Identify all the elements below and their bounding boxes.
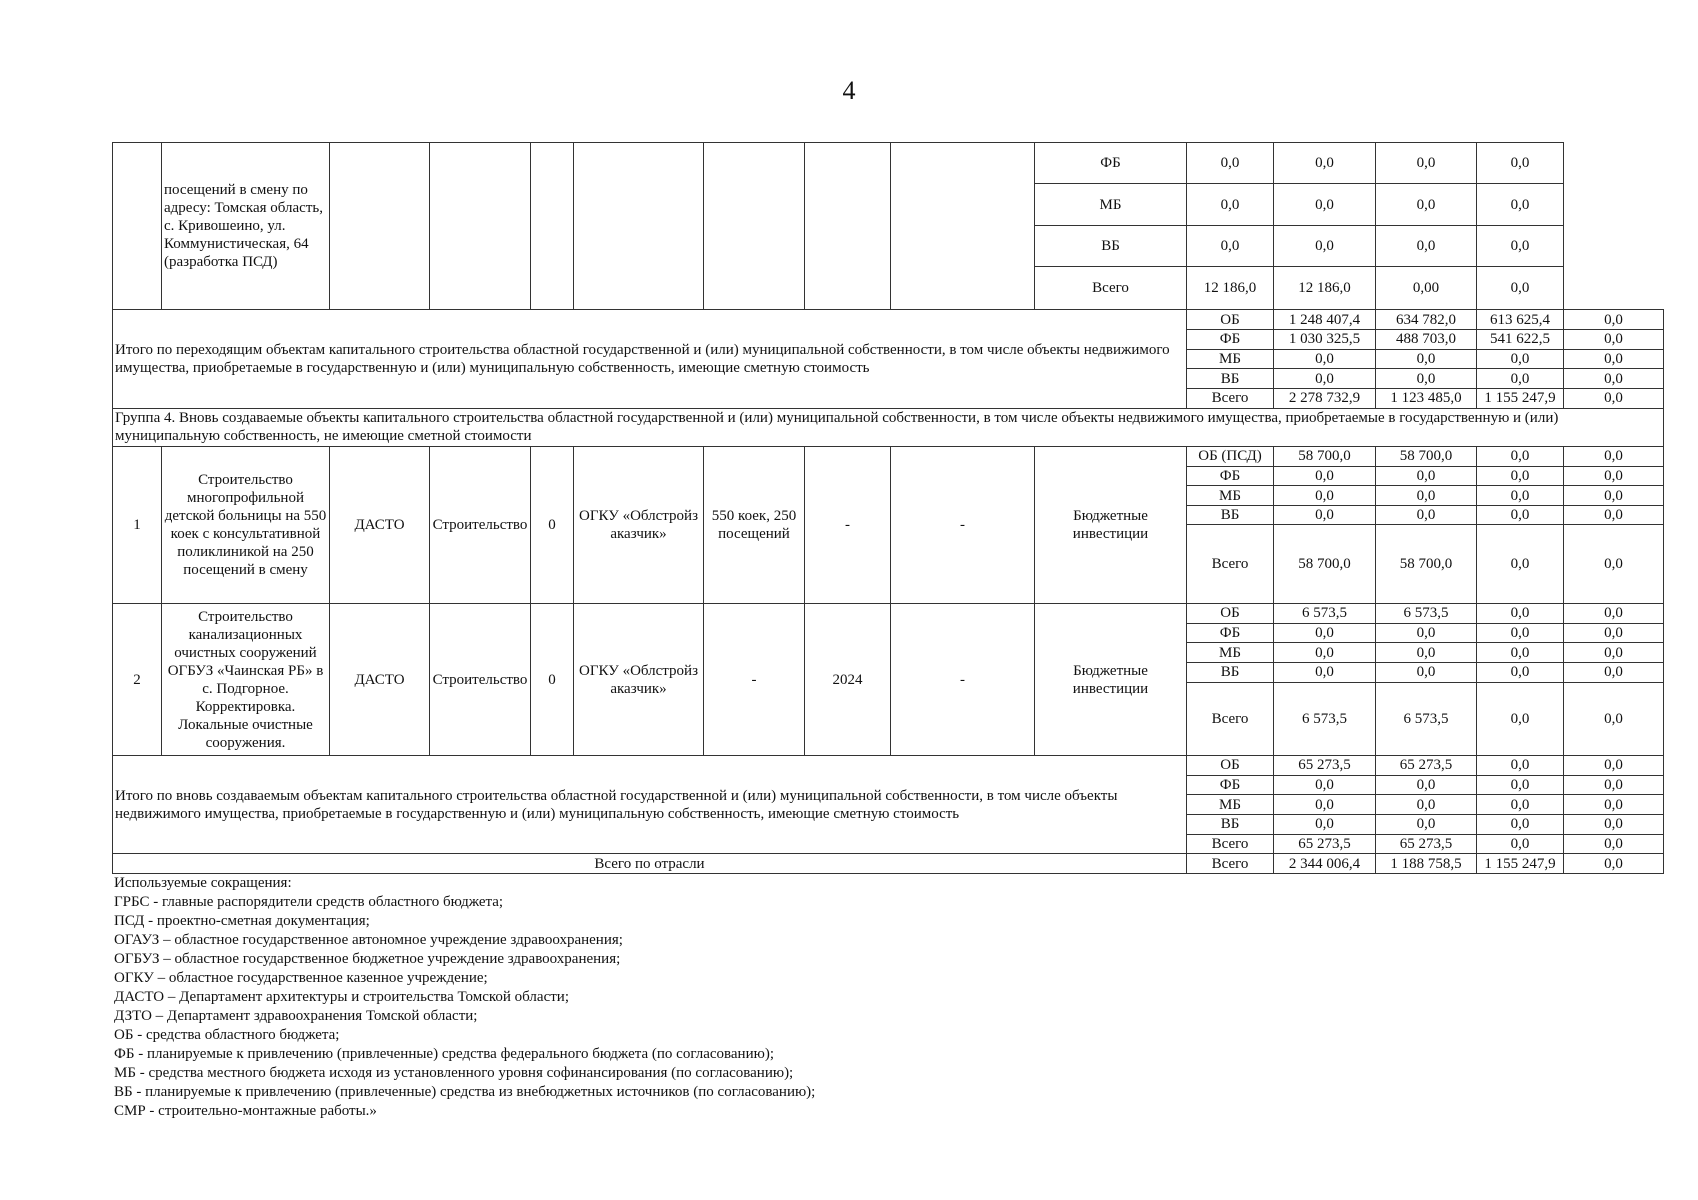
amount-cell: 0,0 <box>1376 349 1477 369</box>
abbreviations-list <box>114 893 1414 1121</box>
amount-cell: 0,0 <box>1477 814 1564 834</box>
abbreviation-item: ПСД - проектно-сметная документация; <box>114 913 370 929</box>
amount-cell: 0,0 <box>1477 446 1564 466</box>
amount-cell: 0,0 <box>1376 184 1477 225</box>
amount-cell: 0,0 <box>1274 184 1376 225</box>
item-capacity: - <box>704 604 805 756</box>
abbreviation-item: ОГБУЗ – областное государственное бюджетное учреждение здравоохранения; <box>114 951 621 967</box>
amount-cell: 65 273,5 <box>1274 756 1376 776</box>
abbreviation-item: ФБ - планируемые к привлечению (привлеченные) средства федерального бюджета (по согласованию); <box>114 1046 774 1062</box>
amount-cell: 0,0 <box>1274 795 1376 815</box>
amount-cell: 0,0 <box>1274 814 1376 834</box>
funding-source-cell: ФБ <box>1187 775 1274 795</box>
item-row <box>113 446 1664 466</box>
amount-cell: 0,0 <box>1274 486 1376 506</box>
amount-cell: 0,0 <box>1274 369 1376 389</box>
item-row <box>113 604 1664 624</box>
empty-cell <box>330 143 430 310</box>
amount-cell: 0,0 <box>1564 604 1664 624</box>
empty-cell <box>891 143 1035 310</box>
funding-source-cell: ОБ (ПСД) <box>1187 446 1274 466</box>
amount-cell: 0,0 <box>1564 643 1664 663</box>
amount-cell: 6 573,5 <box>1376 604 1477 624</box>
funding-source-cell: ВБ <box>1187 505 1274 525</box>
item-zero: 0 <box>531 446 574 603</box>
amount-cell: 0,0 <box>1477 795 1564 815</box>
amount-cell: 0,0 <box>1477 184 1564 225</box>
empty-cell <box>574 143 704 310</box>
amount-cell: 0,0 <box>1564 330 1664 350</box>
amount-cell: 0,0 <box>1564 486 1664 506</box>
amount-cell: 0,0 <box>1564 662 1664 682</box>
funding-source-cell: Всего <box>1187 525 1274 604</box>
abbreviation-item: ГРБС - главные распорядители средств областного бюджета; <box>114 894 504 910</box>
funding-source-cell: ВБ <box>1187 814 1274 834</box>
item-number: 1 <box>113 446 162 603</box>
funding-source-cell: Всего <box>1035 267 1187 310</box>
amount-cell: 0,0 <box>1564 682 1664 755</box>
item-type: Строительство <box>430 604 531 756</box>
item-grbs: ДАСТО <box>330 604 430 756</box>
amount-cell: 0,0 <box>1274 505 1376 525</box>
funding-source-cell: ОБ <box>1187 310 1274 330</box>
funding-source-cell: ОБ <box>1187 756 1274 776</box>
empty-cell <box>531 143 574 310</box>
continued-item-row <box>113 143 1664 184</box>
amount-cell: 0,0 <box>1274 466 1376 486</box>
amount-cell: 0,0 <box>1477 267 1564 310</box>
item-name: Строительство канализационных очистных сооружений ОГБУЗ «Чаинская РБ» в с. Подгорное. Корректировка. Локальные очистные сооружения. <box>162 604 330 756</box>
item-cost: - <box>891 604 1035 756</box>
subtotal-label: Итого по переходящим объектам капитального строительства областной государственной и (или) муниципальной собственности, в том числе объекты недвижимого имущества, приобретаемые в государственную и (или) муниципальную собственность, имеющие сметную стоимость <box>113 310 1187 408</box>
funding-source-cell: ФБ <box>1187 466 1274 486</box>
abbreviation-item: ОГКУ – областное государственное казенное учреждение; <box>114 970 488 986</box>
amount-cell: 65 273,5 <box>1376 834 1477 854</box>
budget-table <box>112 142 1664 874</box>
subtotal-new-label: Итого по вновь создаваемым объектам капитального строительства областной государственной и (или) муниципальной собственности, в том числе объекты недвижимого имущества, приобретаемые в государственную и (или) муниципальную собственность, имеющие сметную стоимость <box>113 756 1187 854</box>
amount-cell: 0,0 <box>1564 623 1664 643</box>
grand-total-amount: 1 155 247,9 <box>1477 854 1564 874</box>
amount-cell: 0,0 <box>1376 662 1477 682</box>
funding-source-cell: ФБ <box>1035 143 1187 184</box>
amount-cell: 58 700,0 <box>1274 446 1376 466</box>
empty-cell <box>430 143 531 310</box>
grand-total-row <box>113 854 1664 874</box>
item-customer: ОГКУ «Облстройзаказчик» <box>574 604 704 756</box>
amount-cell: 12 186,0 <box>1274 267 1376 310</box>
funding-source-cell: Всего <box>1187 682 1274 755</box>
funding-source-cell: МБ <box>1187 349 1274 369</box>
abbreviation-item: ОГАУЗ – областное государственное автономное учреждение здравоохранения; <box>114 932 623 948</box>
subtotal-transitional-row <box>113 310 1664 330</box>
funding-source-cell: МБ <box>1187 486 1274 506</box>
amount-cell: 0,0 <box>1477 369 1564 389</box>
amount-cell: 0,0 <box>1376 466 1477 486</box>
amount-cell: 0,0 <box>1376 643 1477 663</box>
amount-cell: 0,0 <box>1187 225 1274 266</box>
amount-cell: 1 248 407,4 <box>1274 310 1376 330</box>
amount-cell: 0,0 <box>1376 795 1477 815</box>
amount-cell: 0,0 <box>1376 623 1477 643</box>
item-year: - <box>805 446 891 603</box>
amount-cell: 0,0 <box>1274 623 1376 643</box>
abbreviations-title: Используемые сокращения: <box>114 875 292 891</box>
abbreviation-item: ДЗТО – Департамент здравоохранения Томской области; <box>114 1008 478 1024</box>
amount-cell: 0,0 <box>1564 834 1664 854</box>
amount-cell: 0,0 <box>1477 143 1564 184</box>
abbreviation-item: МБ - средства местного бюджета исходя из установленного уровня софинансирования (по согласованию); <box>114 1065 794 1081</box>
amount-cell: 0,0 <box>1564 446 1664 466</box>
item-name-cell: посещений в смену по адресу: Томская область, с. Кривошеино, ул. Коммунистическая, 64 (разработка ПСД) <box>162 143 330 310</box>
amount-cell: 6 573,5 <box>1274 682 1376 755</box>
amount-cell: 0,0 <box>1477 775 1564 795</box>
amount-cell: 613 625,4 <box>1477 310 1564 330</box>
amount-cell: 58 700,0 <box>1376 446 1477 466</box>
funding-source-cell: ВБ <box>1187 662 1274 682</box>
grand-total-source: Всего <box>1187 854 1274 874</box>
amount-cell: 0,0 <box>1564 466 1664 486</box>
amount-cell: 0,0 <box>1564 756 1664 776</box>
amount-cell: 1 030 325,5 <box>1274 330 1376 350</box>
amount-cell: 0,0 <box>1564 795 1664 815</box>
amount-cell: 0,0 <box>1477 623 1564 643</box>
amount-cell: 0,0 <box>1376 505 1477 525</box>
amount-cell: 0,0 <box>1187 184 1274 225</box>
amount-cell: 0,0 <box>1376 143 1477 184</box>
funding-source-cell: МБ <box>1187 795 1274 815</box>
item-capacity: 550 коек, 250 посещений <box>704 446 805 603</box>
amount-cell: 0,0 <box>1274 662 1376 682</box>
page-number: 4 <box>842 76 856 105</box>
amount-cell: 0,0 <box>1477 834 1564 854</box>
funding-source-cell: МБ <box>1035 184 1187 225</box>
abbreviation-item: ДАСТО – Департамент архитектуры и строительства Томской области; <box>114 989 569 1005</box>
amount-cell: 0,0 <box>1187 143 1274 184</box>
amount-cell: 0,0 <box>1477 466 1564 486</box>
funding-source-cell: ВБ <box>1035 225 1187 266</box>
amount-cell: 0,0 <box>1376 814 1477 834</box>
amount-cell: 0,0 <box>1376 775 1477 795</box>
amount-cell: 0,0 <box>1376 225 1477 266</box>
amount-cell: 0,0 <box>1564 349 1664 369</box>
amount-cell: 0,0 <box>1477 604 1564 624</box>
amount-cell: 0,0 <box>1477 349 1564 369</box>
abbreviation-item: СМР - строительно-монтажные работы.» <box>114 1103 377 1119</box>
amount-cell: 1 123 485,0 <box>1376 389 1477 409</box>
amount-cell: 0,0 <box>1274 143 1376 184</box>
item-number-cell <box>113 143 162 310</box>
item-zero: 0 <box>531 604 574 756</box>
abbreviation-item: ОБ - средства областного бюджета; <box>114 1027 340 1043</box>
amount-cell: 2 278 732,9 <box>1274 389 1376 409</box>
grand-total-amount: 0,0 <box>1564 854 1664 874</box>
amount-cell: 0,0 <box>1564 505 1664 525</box>
amount-cell: 0,0 <box>1477 662 1564 682</box>
item-year: 2024 <box>805 604 891 756</box>
item-name: Строительство многопрофильной детской больницы на 550 коек с консультативной поликлиникой на 250 посещений в смену <box>162 446 330 603</box>
amount-cell: 58 700,0 <box>1274 525 1376 604</box>
amount-cell: 0,0 <box>1477 505 1564 525</box>
amount-cell: 0,0 <box>1274 225 1376 266</box>
funding-source-cell: МБ <box>1187 643 1274 663</box>
amount-cell: 0,0 <box>1376 486 1477 506</box>
funding-source-cell: Всего <box>1187 389 1274 409</box>
amount-cell: 58 700,0 <box>1376 525 1477 604</box>
amount-cell: 0,0 <box>1477 682 1564 755</box>
item-number: 2 <box>113 604 162 756</box>
funding-source-cell: ВБ <box>1187 369 1274 389</box>
amount-cell: 0,0 <box>1477 486 1564 506</box>
item-cost: - <box>891 446 1035 603</box>
amount-cell: 12 186,0 <box>1187 267 1274 310</box>
grand-total-amount: 2 344 006,4 <box>1274 854 1376 874</box>
amount-cell: 0,0 <box>1564 775 1664 795</box>
abbreviations-section <box>114 874 1414 1121</box>
amount-cell: 65 273,5 <box>1376 756 1477 776</box>
amount-cell: 0,0 <box>1274 349 1376 369</box>
item-grbs: ДАСТО <box>330 446 430 603</box>
amount-cell: 0,0 <box>1376 369 1477 389</box>
subtotal-new-row <box>113 756 1664 776</box>
amount-cell: 6 573,5 <box>1274 604 1376 624</box>
amount-cell: 0,0 <box>1477 756 1564 776</box>
amount-cell: 0,0 <box>1564 310 1664 330</box>
funding-source-cell: Всего <box>1187 834 1274 854</box>
grand-total-amount: 1 188 758,5 <box>1376 854 1477 874</box>
amount-cell: 65 273,5 <box>1274 834 1376 854</box>
amount-cell: 0,00 <box>1376 267 1477 310</box>
funding-source-cell: ОБ <box>1187 604 1274 624</box>
group4-header: Группа 4. Вновь создаваемые объекты капитального строительства областной государственной и (или) муниципальной собственности, в том числе объекты недвижимого имущества, приобретаемые в государственную и (или) муниципальную собственность, не имеющие сметной стоимости <box>113 408 1664 446</box>
amount-cell: 0,0 <box>1564 369 1664 389</box>
amount-cell: 0,0 <box>1564 389 1664 409</box>
group-header-row <box>113 408 1664 446</box>
amount-cell: 6 573,5 <box>1376 682 1477 755</box>
funding-source-cell: ФБ <box>1187 623 1274 643</box>
amount-cell: 0,0 <box>1564 525 1664 604</box>
amount-cell: 1 155 247,9 <box>1477 389 1564 409</box>
amount-cell: 0,0 <box>1564 814 1664 834</box>
amount-cell: 0,0 <box>1274 775 1376 795</box>
item-type: Строительство <box>430 446 531 603</box>
abbreviation-item: ВБ - планируемые к привлечению (привлеченные) средства из внебюджетных источников (по согласованию); <box>114 1084 816 1100</box>
amount-cell: 541 622,5 <box>1477 330 1564 350</box>
funding-source-cell: ФБ <box>1187 330 1274 350</box>
grand-total-label: Всего по отрасли <box>113 854 1187 874</box>
item-customer: ОГКУ «Облстройзаказчик» <box>574 446 704 603</box>
amount-cell: 0,0 <box>1477 643 1564 663</box>
item-funding-form: Бюджетные инвестиции <box>1035 604 1187 756</box>
amount-cell: 0,0 <box>1477 525 1564 604</box>
amount-cell: 634 782,0 <box>1376 310 1477 330</box>
amount-cell: 488 703,0 <box>1376 330 1477 350</box>
amount-cell: 0,0 <box>1274 643 1376 663</box>
item-funding-form: Бюджетные инвестиции <box>1035 446 1187 603</box>
amount-cell: 0,0 <box>1477 225 1564 266</box>
empty-cell <box>805 143 891 310</box>
empty-cell <box>704 143 805 310</box>
